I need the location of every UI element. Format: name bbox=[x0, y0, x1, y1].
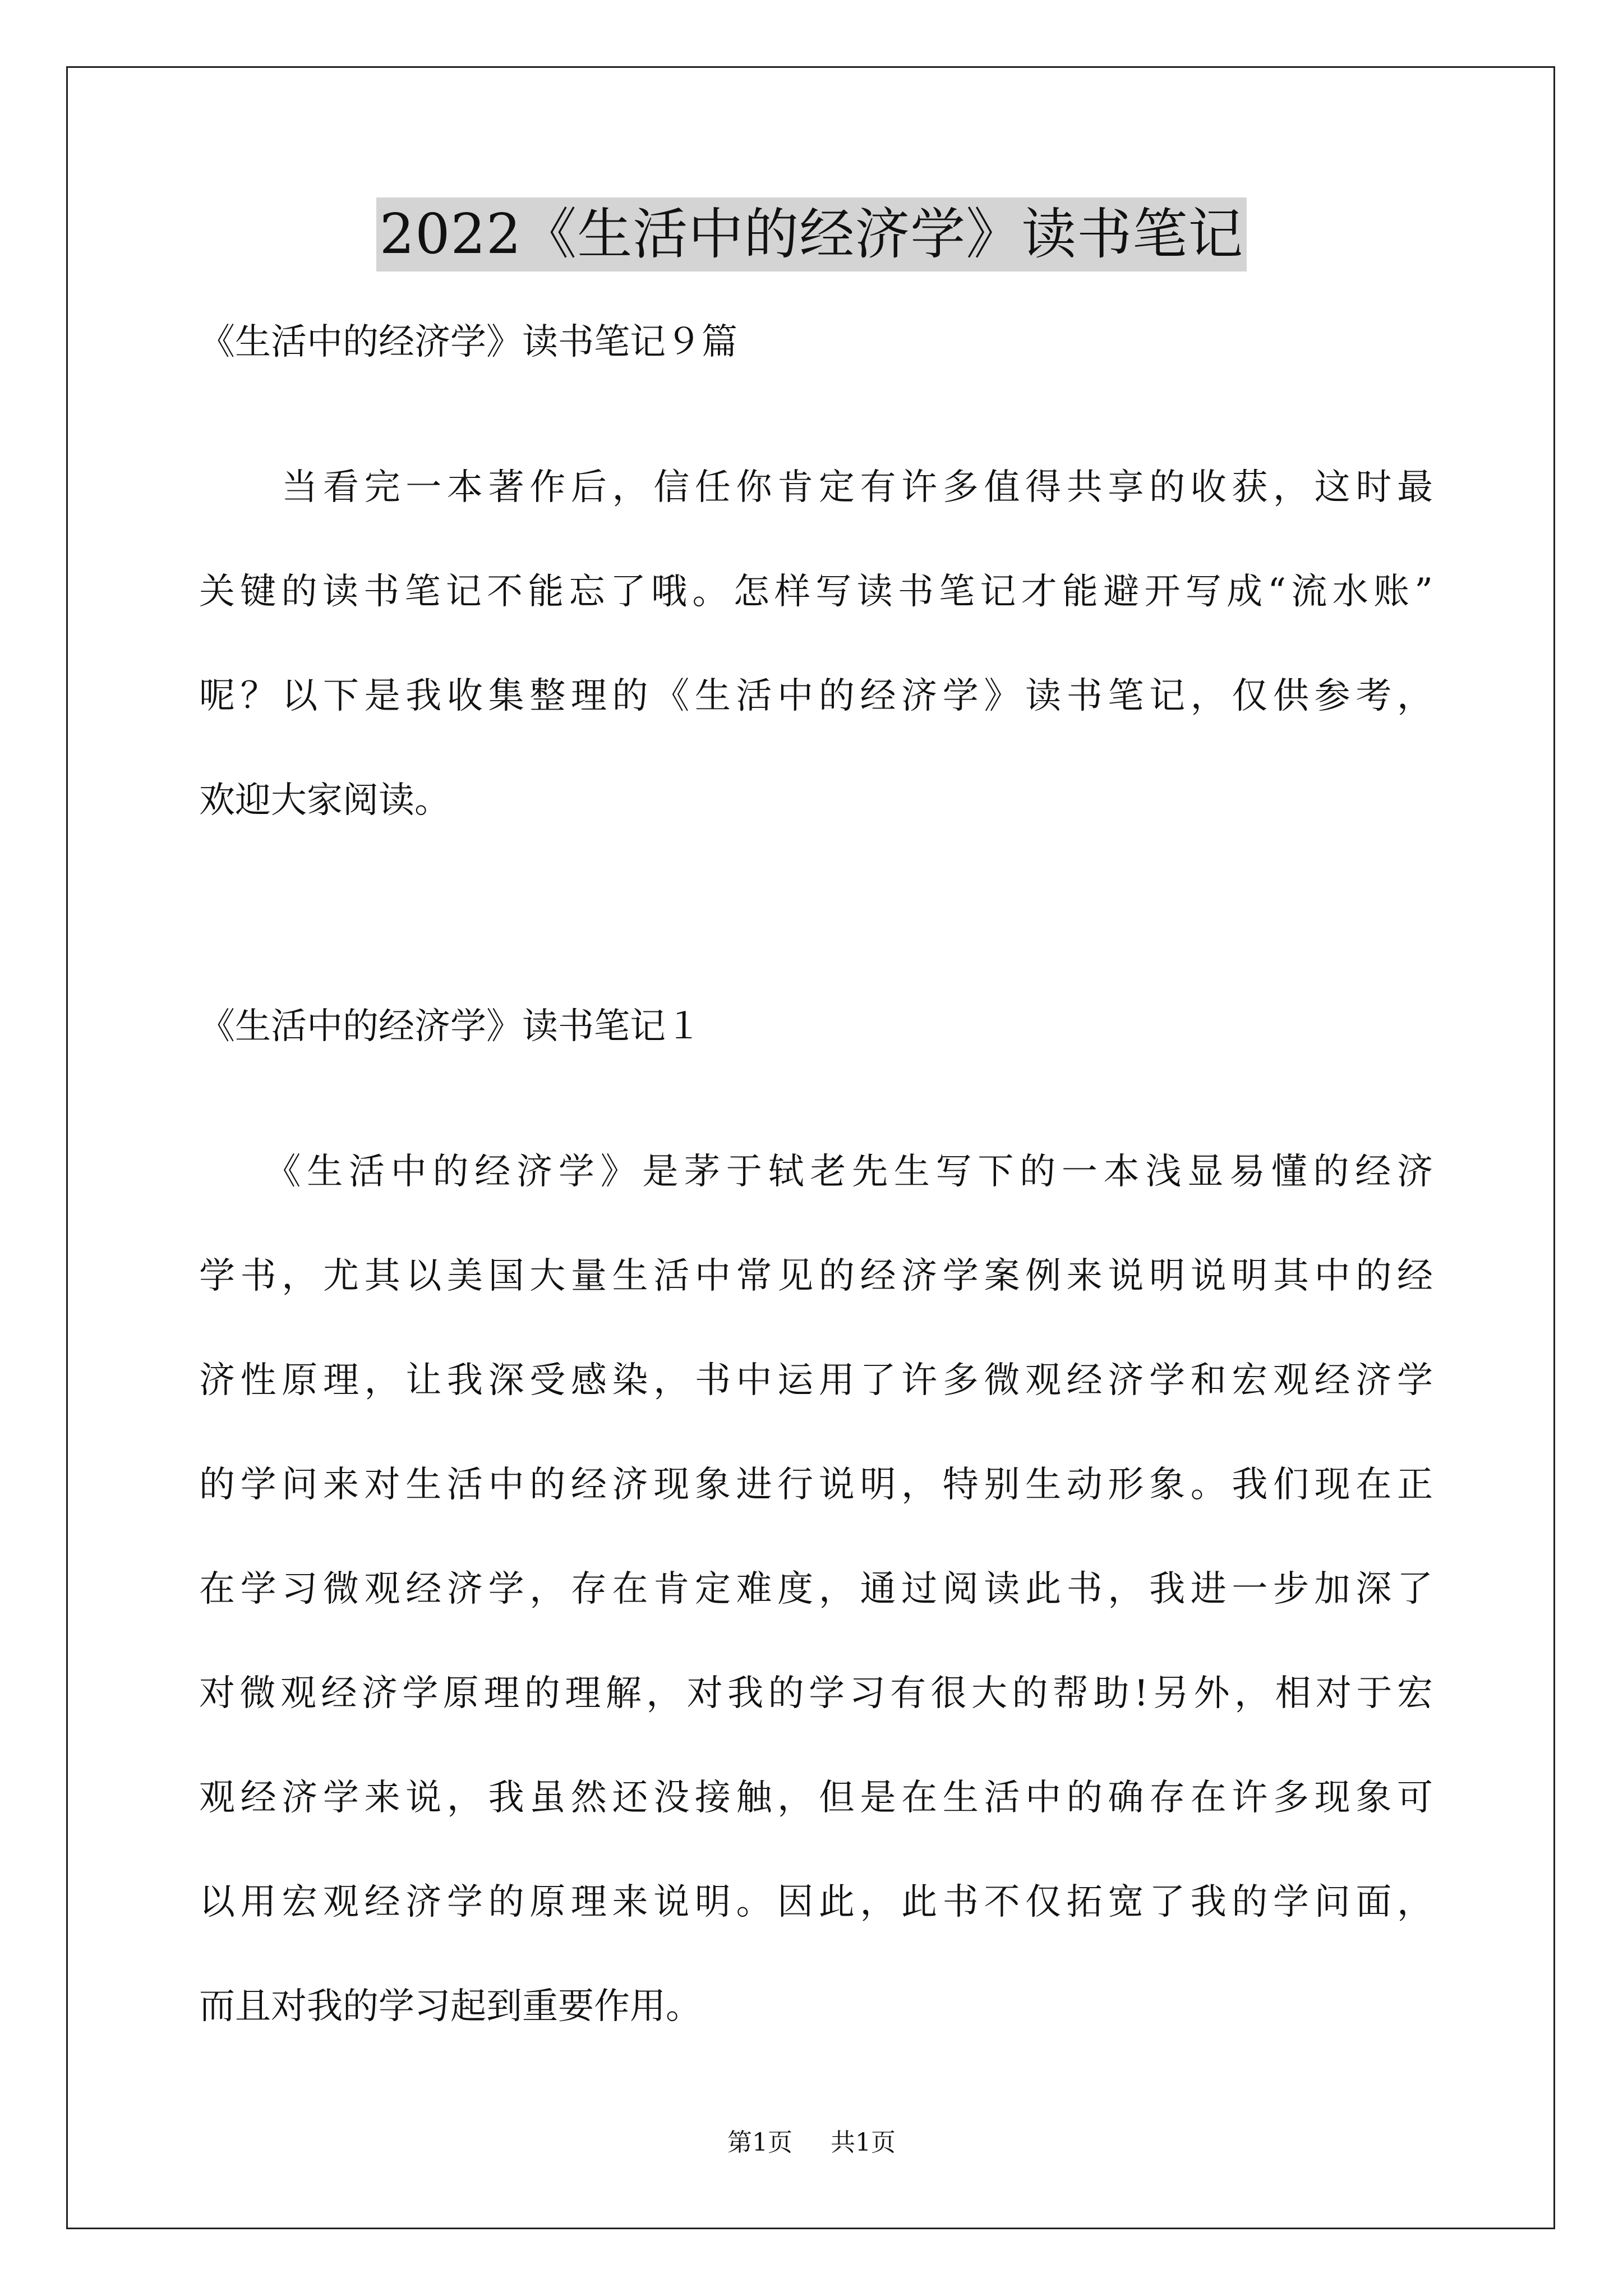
document-subtitle: 《生活中的经济学》读书笔记９篇 bbox=[199, 321, 737, 363]
section-line: 《生活中的经济学》是茅于轼老先生写下的一本浅显易懂的经济 bbox=[199, 1151, 1433, 1193]
page-number-total: 共1页 bbox=[831, 2128, 896, 2157]
section-line: 的学问来对生活中的经济现象进行说明，特别生动形象。我们现在正 bbox=[199, 1464, 1433, 1506]
title-container bbox=[0, 197, 1623, 272]
section-line: 而且对我的学习起到重要作用。 bbox=[199, 1986, 702, 2027]
document-title: 2022《生活中的经济学》读书笔记 bbox=[376, 197, 1247, 272]
page-number-current: 第1页 bbox=[727, 2128, 792, 2157]
section-heading: 《生活中的经济学》读书笔记１ bbox=[199, 1006, 702, 1047]
section-line: 观经济学来说，我虽然还没接触，但是在生活中的确存在许多现象可 bbox=[199, 1777, 1433, 1819]
intro-line: 关键的读书笔记不能忘了哦。怎样写读书笔记才能避开写成“流水账” bbox=[199, 571, 1433, 613]
section-line: 在学习微观经济学，存在肯定难度，通过阅读此书，我进一步加深了 bbox=[199, 1568, 1433, 1610]
section-line: 对微观经济学原理的理解，对我的学习有很大的帮助!另外，相对于宏 bbox=[199, 1673, 1433, 1714]
intro-line: 呢？以下是我收集整理的《生活中的经济学》读书笔记，仅供参考， bbox=[199, 675, 1433, 717]
section-line: 以用宏观经济学的原理来说明。因此，此书不仅拓宽了我的学问面， bbox=[199, 1881, 1433, 1923]
page-footer bbox=[0, 2126, 1623, 2160]
intro-line: 欢迎大家阅读。 bbox=[199, 780, 450, 821]
section-paragraph bbox=[199, 1120, 1433, 2059]
section-line: 济性原理，让我深受感染，书中运用了许多微观经济学和宏观经济学 bbox=[199, 1360, 1433, 1401]
intro-paragraph bbox=[199, 435, 1433, 853]
intro-line: 当看完一本著作后，信任你肯定有许多值得共享的收获，这时最 bbox=[199, 467, 1433, 508]
section-line: 学书，尤其以美国大量生活中常见的经济学案例来说明说明其中的经 bbox=[199, 1255, 1433, 1297]
